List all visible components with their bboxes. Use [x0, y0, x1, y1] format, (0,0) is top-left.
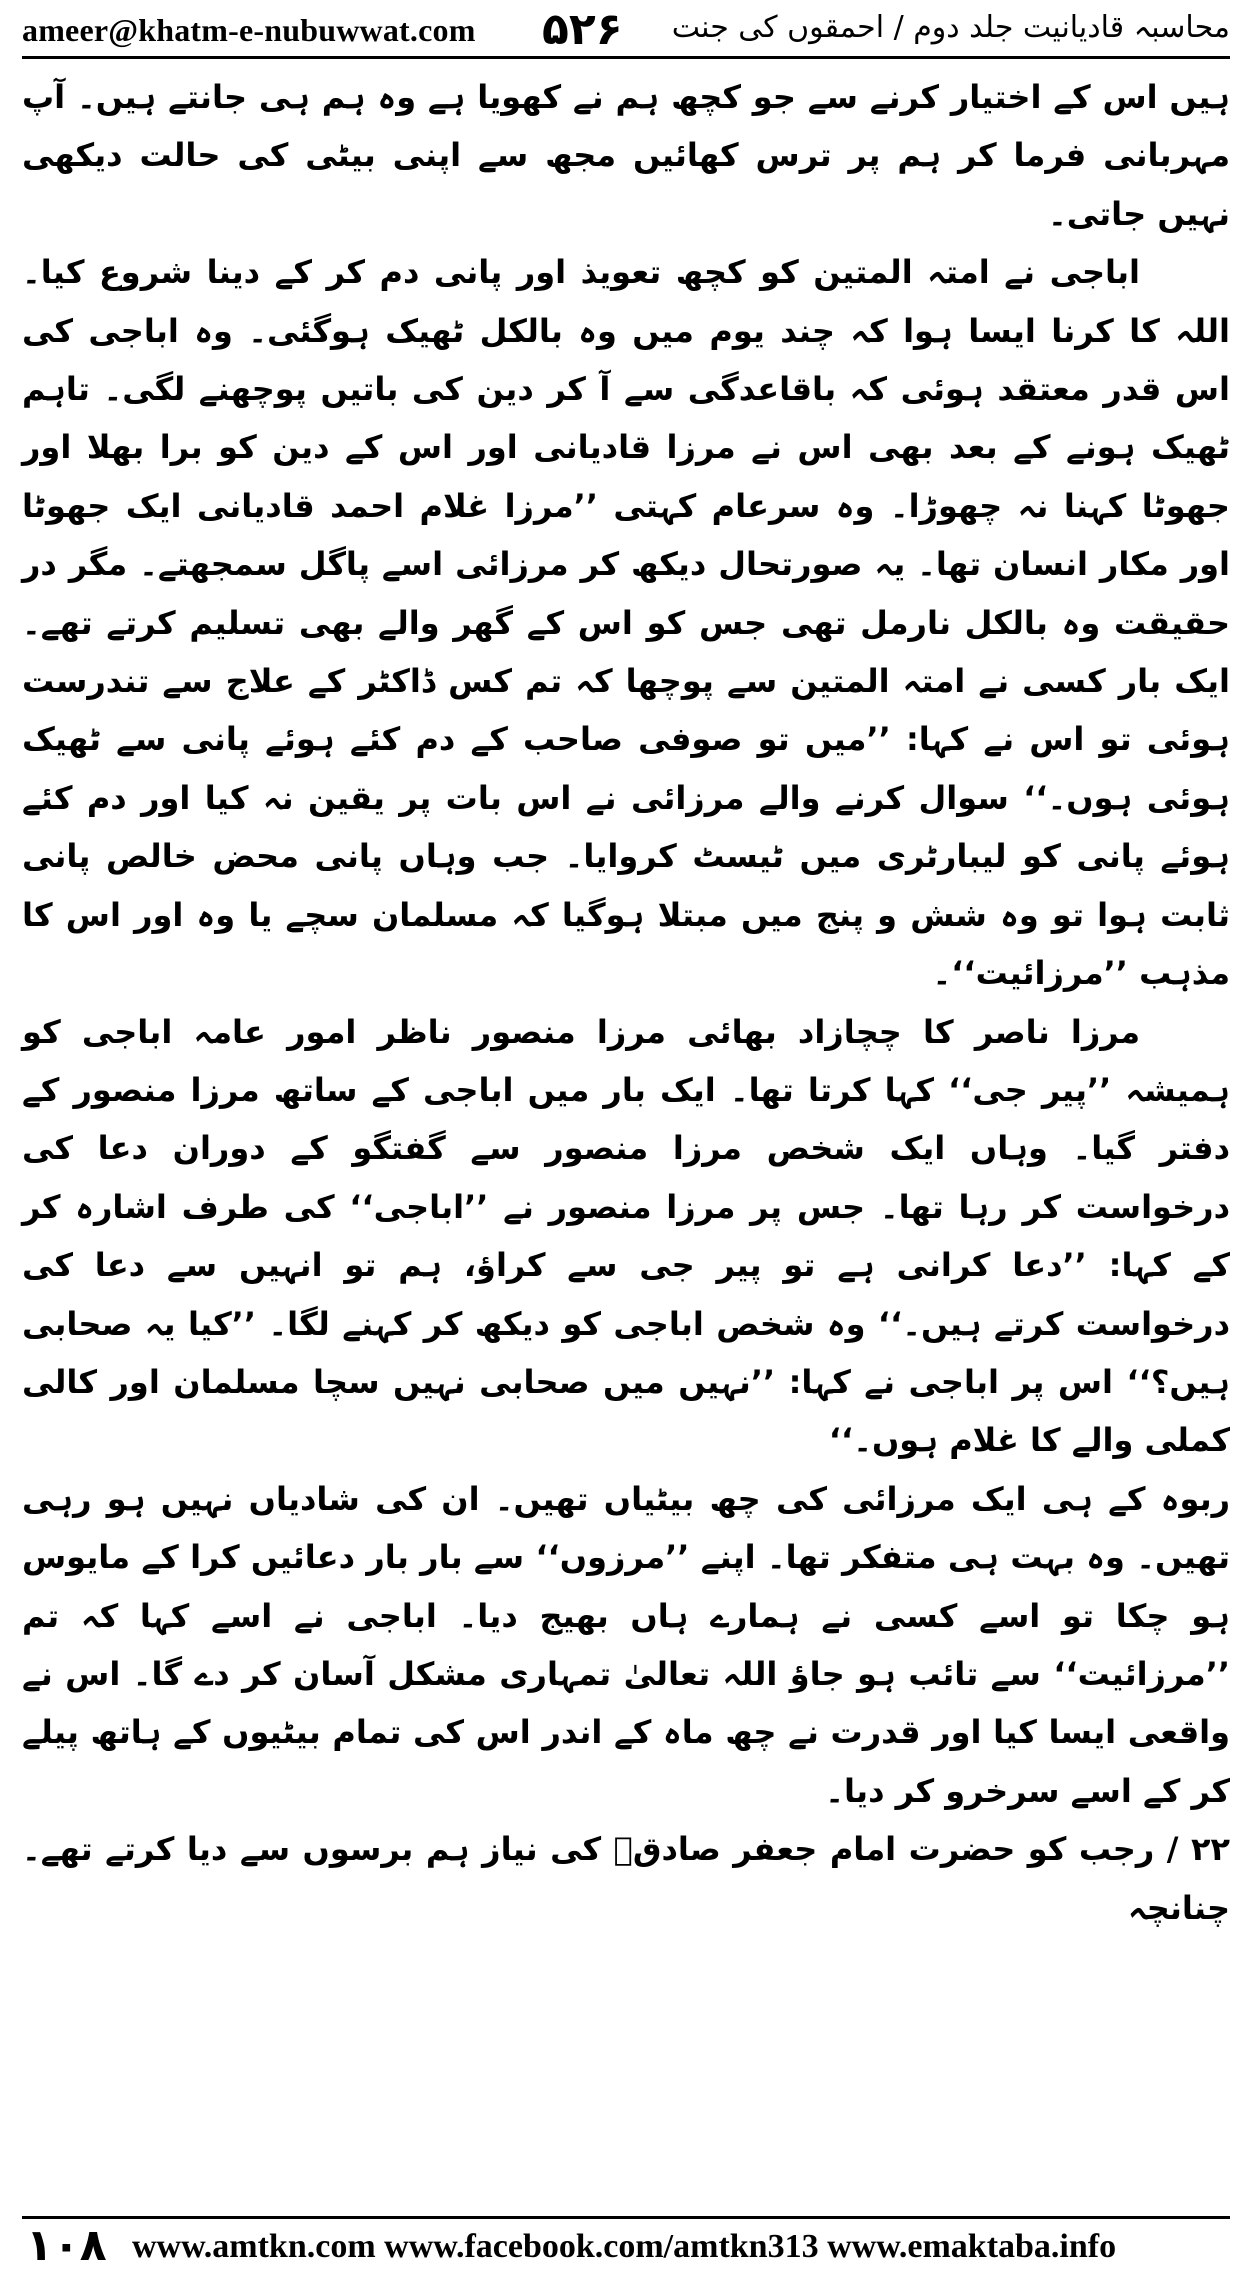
- page-footer: [22, 2222, 1230, 2274]
- page-body: [22, 68, 1230, 2168]
- footer-page-number: ۱۰۸: [26, 2220, 107, 2271]
- header-email: ameer@khatm-e-nubuwwat.com: [22, 12, 476, 48]
- footer-rule: [22, 2216, 1230, 2219]
- header-book-title: محاسبہ قادیانیت جلد دوم / احمقوں کی جنت: [671, 10, 1230, 45]
- header-page-number: ۵۲۶: [542, 4, 623, 55]
- paragraph-4: ربوہ کے ہی ایک مرزائی کی چھ بیٹیاں تھیں۔ ان کی شادیاں نہیں ہو رہی تھیں۔ وہ بہت ہی متفکر تھا۔ اپنے ’’مرزوں‘‘ سے بار بار دعائیں کرا کے مایوس ہو چکا تو اسے کسی نے ہمارے ہاں بھیج دیا۔ اباجی نے اسے کہا کہ تم ’’مرزائیت‘‘ سے تائب ہو جاؤ اللہ تعالیٰ تمہاری مشکل آسان کر دے گا۔ اس نے واقعی ایسا کیا اور قدرت نے چھ ماہ کے اندر اس کی تمام بیٹیوں کے ہاتھ پیلے کر کے اسے سرخرو کر دیا۔: [22, 1479, 1231, 1810]
- footer-links: www.amtkn.com www.facebook.com/amtkn313 www.emaktaba.info: [132, 2228, 1117, 2265]
- paragraph-3: مرزا ناصر کا چچازاد بھائی مرزا منصور ناظر امور عامہ اباجی کو ہمیشہ ’’پیر جی‘‘ کہا کرتا تھا۔ ایک بار میں اباجی کے ساتھ مرزا منصور کے دفتر گیا۔ وہاں ایک شخص مرزا منصور سے گفتگو کے دوران دعا کی درخواست کر رہا تھا۔ جس پر مرزا منصور نے ’’اباجی‘‘ کی طرف اشارہ کر کے کہا: ’’دعا کرانی ہے تو پیر جی سے کراؤ، ہم تو انہیں سے دعا کی درخواست کرتے ہیں۔‘‘ وہ شخص اباجی کو دیکھ کر کہنے لگا۔ ’’کیا یہ صحابی ہیں؟‘‘ اس پر اباجی نے کہا: ’’نہیں میں صحابی نہیں سچا مسلمان اور کالی کملی والے کا غلام ہوں۔‘‘: [22, 1012, 1230, 1460]
- header-rule: [22, 56, 1230, 59]
- paragraph-5: ۲۲ / رجب کو حضرت امام جعفر صادقؒ کی نیاز ہم برسوں سے دیا کرتے تھے۔ چنانچہ: [22, 1830, 1230, 1927]
- page-header: [22, 4, 1230, 55]
- paragraph-2: اباجی نے امتہ المتین کو کچھ تعویذ اور پانی دم کر کے دینا شروع کیا۔ اللہ کا کرنا ایسا ہوا کہ چند یوم میں وہ بالکل ٹھیک ہوگئی۔ وہ اباجی کی اس قدر معتقد ہوئی کہ باقاعدگی سے آ کر دین کی باتیں پوچھنے لگی۔ تاہم ٹھیک ہونے کے بعد بھی اس نے مرزا قادیانی اور اس کے دین کو برا بھلا اور جھوٹا کہنا نہ چھوڑا۔ وہ سرعام کہتی ’’مرزا غلام احمد قادیانی ایک جھوٹا اور مکار انسان تھا۔ یہ صورتحال دیکھ کر مرزائی اسے پاگل سمجھتے۔ مگر در حقیقت وہ بالکل نارمل تھی جس کو اس کے گھر والے بھی تسلیم کرتے تھے۔ ایک بار کسی نے امتہ المتین سے پوچھا کہ تم کس ڈاکٹر کے علاج سے تندرست ہوئی تو اس نے کہا: ’’میں تو صوفی صاحب کے دم کئے ہوئے پانی سے ٹھیک ہوئی ہوں۔‘‘ سوال کرنے والے مرزائی نے اس بات پر یقین نہ کیا اور دم کئے ہوئے پانی کو لیبارٹری میں ٹیسٹ کروایا۔ جب وہاں پانی محض خالص پانی ثابت ہوا تو وہ شش و پنج میں مبتلا ہوگیا کہ مسلمان سچے یا وہ اور اس کا مذہب ’’مرزائیت‘‘۔: [22, 253, 1230, 993]
- paragraph-1: ہیں اس کے اختیار کرنے سے جو کچھ ہم نے کھویا ہے وہ ہم ہی جانتے ہیں۔ آپ مہربانی فرما کر ہم پر ترس کھائیں مجھ سے اپنی بیٹی کی حالت دیکھی نہیں جاتی۔: [22, 78, 1230, 233]
